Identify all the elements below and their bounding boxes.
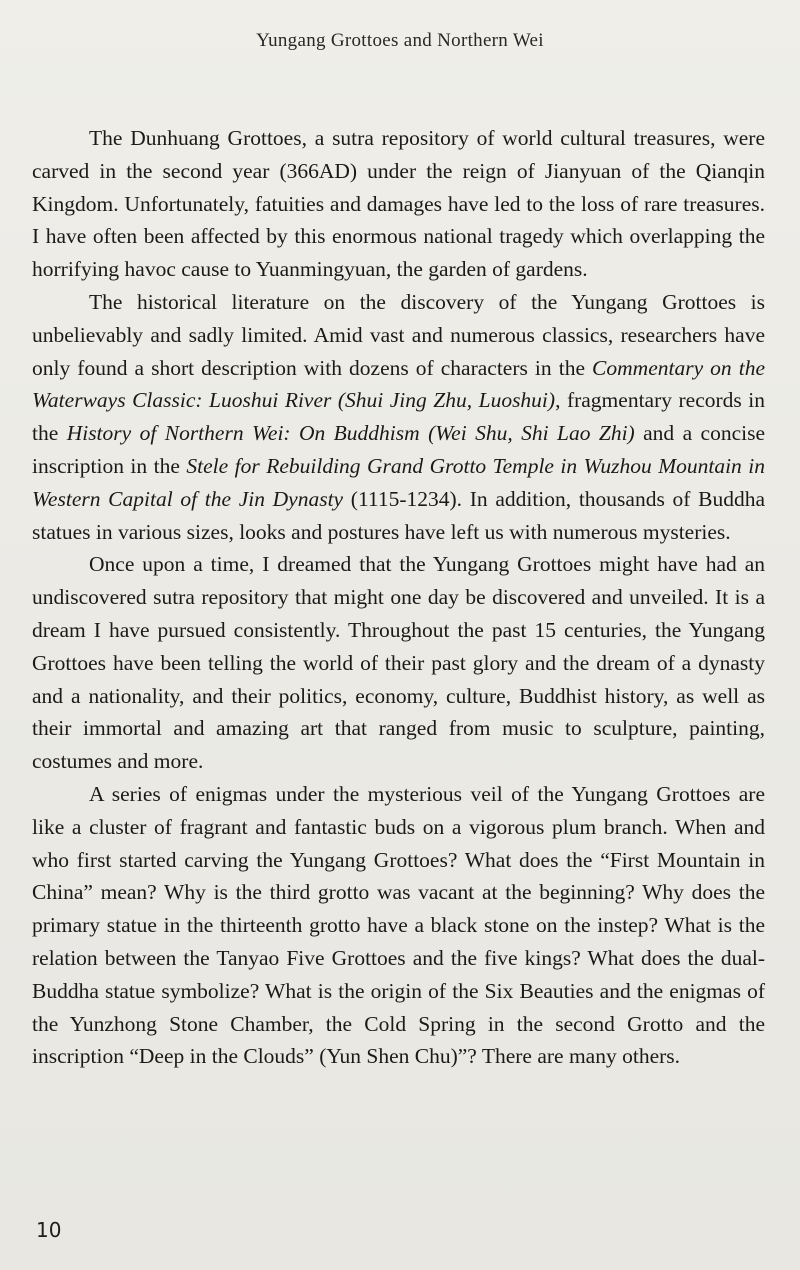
paragraph-2-title-history: History of Northern Wei: On Buddhism (Wei Shu, Shi Lao Zhi) bbox=[66, 421, 635, 446]
paragraph-2-text-1: The historical literature on the discovery of the Yungang Grottoes is unbelievably and sadly limited. Amid vast and numerous classics, researchers have only found a short description with dozens of characters in the bbox=[32, 289, 765, 380]
running-header: Yungang Grottoes and Northern Wei bbox=[256, 30, 544, 51]
body-text bbox=[32, 122, 765, 1073]
paragraph-3: Once upon a time, I dreamed that the Yungang Grottoes might have had an undiscovered sutra repository that might one day be discovered and unveiled. It is a dream I have pursued consistently. Throughout the past 15 centuries, the Yungang Grottoes have been telling the world of their past glory and the dream of a dynasty and a nationality, and their politics, economy, culture, Buddhist history, as well as their immortal and amazing art that ranged from music to sculpture, painting, costumes and more. bbox=[32, 552, 765, 774]
paragraph-2 bbox=[32, 286, 765, 548]
paragraph-2-text-3: and a concise inscription in the bbox=[32, 421, 765, 478]
paragraph-4: A series of enigmas under the mysterious veil of the Yungang Grottoes are like a cluster of fragrant and fantastic buds on a vigorous plum branch. When and who first started carving the Yungang Grottoes? What does the “First Mountain in China” mean? Why is the third grotto was vacant at the beginning? Why does the primary statue in the thirteenth grotto have a black stone on the instep? What is the relation between the Tanyao Five Grottoes and the five kings? What does the dual-Buddha statue symbolize? What is the origin of the Six Beauties and the enigmas of the Yunzhong Stone Chamber, the Cold Spring in the second Grotto and the inscription “Deep in the Clouds” (Yun Shen Chu)”? There are many others. bbox=[32, 781, 765, 1069]
paragraph-2-title-stele: Stele for Rebuilding Grand Grotto Temple in Wuzhou Mountain in Western Capital of the Jin Dynasty bbox=[32, 453, 765, 511]
paragraph-2-text-2: , fragmentary records in the bbox=[32, 388, 765, 446]
paragraph-2-text-4: (1115-1234). In addition, thousands of Buddha statues in various sizes, looks and postures have left us with numerous mysteries. bbox=[32, 486, 765, 544]
paragraph-2-title-commentary: Commentary on the Waterways Classic: Luoshui River (Shui Jing Zhu, Luoshui) bbox=[32, 355, 765, 413]
paragraph-1: The Dunhuang Grottoes, a sutra repository of world cultural treasures, were carved in the second year (366AD) under the reign of Jianyuan of the Qianqin Kingdom. Unfortunately, fatuities and damages have led to the loss of rare treasures. I have often been affected by this enormous national tragedy which overlapping the horrifying havoc cause to Yuanmingyuan, the garden of gardens. bbox=[32, 126, 765, 282]
page-number: 10 bbox=[36, 1218, 62, 1242]
